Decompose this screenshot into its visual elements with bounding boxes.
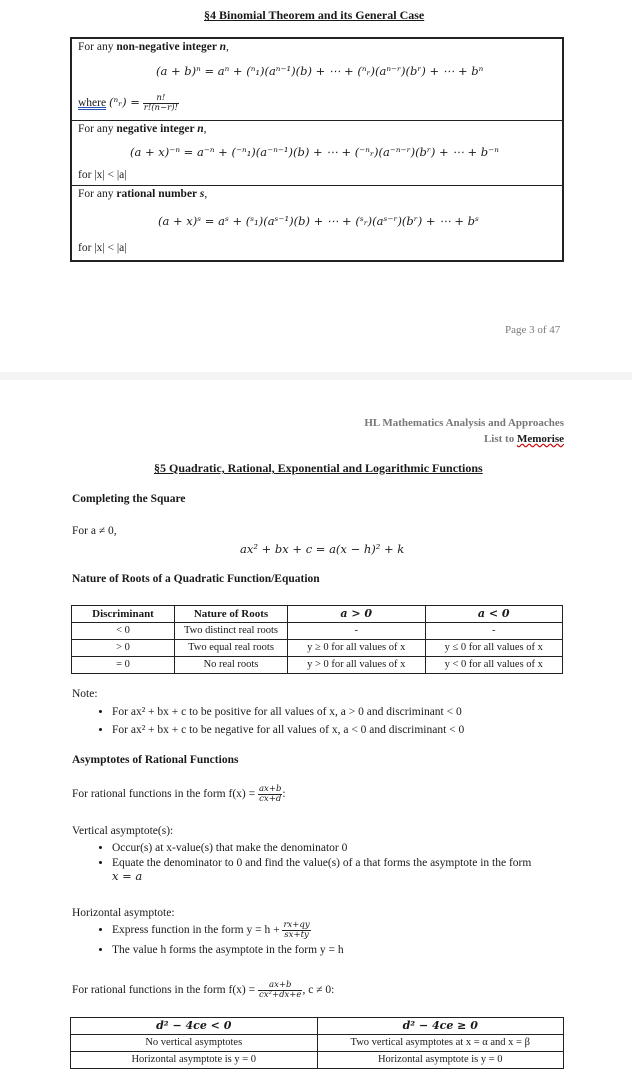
note-label: Note:: [72, 688, 98, 700]
note-list: [92, 706, 464, 742]
table-cell: Two equal real roots: [175, 640, 288, 657]
fraction-numerator: ax+b: [258, 981, 302, 991]
row-intro: For any: [78, 188, 117, 200]
condition-text: for |x| < |a|: [78, 169, 127, 181]
document-page-3: [0, 0, 632, 372]
row-var: n: [219, 41, 227, 53]
row-var: s: [199, 188, 205, 200]
table-cell: Horizontal asymptote is y = 0: [317, 1052, 564, 1069]
condition-a-nonzero: For a ≠ 0,: [72, 525, 117, 537]
table-header-row: [71, 1018, 564, 1035]
fraction-denominator: sx+ty: [284, 930, 309, 940]
running-header: [364, 415, 564, 447]
fraction-numerator: ax+b: [258, 784, 282, 794]
column-header: Nature of Roots: [175, 606, 288, 623]
row-bold: negative integer: [116, 123, 198, 135]
rational-form-2: [72, 981, 334, 1000]
row-bold: non-negative integer: [116, 41, 220, 53]
list-item-text: Equate the denominator to 0 and find the value(s) of a that forms the asymptote in the form: [112, 857, 532, 869]
list-item: • The value h forms the asymptote in the form y = h: [112, 944, 344, 956]
heading-completing-square: Completing the Square: [72, 493, 186, 505]
binomial-row-rational: [72, 186, 562, 262]
list-item: • Occur(s) at x-value(s) that make the denominator 0: [112, 842, 582, 854]
where-line: [78, 94, 179, 113]
list-item: [112, 921, 344, 940]
roots-table: [71, 605, 563, 674]
negative-binomial-formula: (a + x)⁻ⁿ = a⁻ⁿ + (⁻ⁿ₁)(a⁻ⁿ⁻¹)(b) + ⋯ + (⁻ⁿᵣ)(a⁻ⁿ⁻ʳ)(bʳ) + ⋯ + b⁻ⁿ: [130, 145, 499, 159]
fraction-numerator: n!: [143, 94, 179, 104]
list-item: • For ax² + bx + c to be negative for all values of x, a < 0 and discriminant < 0: [112, 724, 464, 736]
table-cell: = 0: [72, 657, 175, 674]
form-end: , c ≠ 0:: [302, 984, 335, 997]
header-line-1: HL Mathematics Analysis and Approaches: [364, 417, 564, 429]
heading-nature-of-roots: Nature of Roots of a Quadratic Function/Equation: [72, 573, 320, 585]
header-text: List to: [483, 433, 517, 445]
vertical-asymptote-label: Vertical asymptote(s):: [72, 825, 174, 837]
row-heading: [78, 188, 207, 200]
column-header: Discriminant: [72, 606, 175, 623]
row-after: ,: [226, 41, 229, 53]
table-cell: Two distinct real roots: [175, 623, 288, 640]
column-header: d² − 4ce ≥ 0: [317, 1018, 564, 1035]
table-cell: < 0: [72, 623, 175, 640]
asymptote-table: [70, 1017, 564, 1069]
list-item-text: Express function in the form y = h +: [112, 924, 280, 937]
table-cell: y ≥ 0 for all values of x: [288, 640, 426, 657]
form-text: For rational functions in the form f(x) =: [72, 984, 256, 997]
table-header-row: [72, 606, 563, 623]
table-cell: No real roots: [175, 657, 288, 674]
table-cell: y ≤ 0 for all values of x: [425, 640, 563, 657]
list-item-continuation: x = a: [112, 869, 143, 883]
document-page-4: [0, 380, 632, 1080]
row-after: ,: [204, 188, 208, 200]
table-cell: -: [288, 623, 426, 640]
horizontal-asymptote-label: Horizontal asymptote:: [72, 907, 175, 919]
list-item: • For ax² + bx + c to be positive for all values of x, a > 0 and discriminant < 0: [112, 706, 464, 718]
fraction-denominator: cx+d: [259, 794, 282, 804]
binomial-row-nonnegative: [72, 39, 562, 121]
section-title-binomial: §4 Binomial Theorem and its General Case: [204, 8, 425, 22]
row-bold: rational number: [116, 188, 200, 200]
row-intro: For any: [78, 123, 117, 135]
table-cell: y < 0 for all values of x: [425, 657, 563, 674]
header-line-2: [364, 431, 564, 447]
binomial-formula: (a + b)ⁿ = aⁿ + (ⁿ₁)(aⁿ⁻¹)(b) + ⋯ + (ⁿᵣ)(aⁿ⁻ʳ)(bʳ) + ⋯ + bⁿ: [156, 64, 484, 78]
table-row: [72, 640, 563, 657]
condition-text: for |x| < |a|: [78, 242, 127, 254]
rational-binomial-formula: (a + x)ˢ = aˢ + (ˢ₁)(aˢ⁻¹)(b) + ⋯ + (ˢᵣ)(aˢ⁻ʳ)(bʳ) + ⋯ + bˢ: [158, 214, 479, 228]
form-fraction: [258, 981, 302, 1000]
fraction-denominator: r!(n−r)!: [143, 103, 178, 113]
column-header: a < 0: [425, 606, 563, 623]
list-item: [112, 857, 582, 883]
column-header: d² − 4ce < 0: [71, 1018, 318, 1035]
binomial-row-negative: [72, 121, 562, 186]
form-text: For rational functions in the form f(x) =: [72, 788, 256, 801]
completing-square-formula: ax² + bx + c = a(x − h)² + k: [240, 542, 405, 556]
vertical-asymptote-list: [92, 842, 582, 883]
row-heading: [78, 123, 207, 135]
where-formula: (ⁿᵣ) =: [108, 95, 140, 110]
form-end: :: [282, 788, 286, 801]
page-number: Page 3 of 47: [505, 324, 561, 336]
table-row: [72, 657, 563, 674]
table-row: [71, 1035, 564, 1052]
table-cell: y > 0 for all values of x: [288, 657, 426, 674]
where-fraction: [143, 94, 179, 113]
row-heading: [78, 41, 229, 53]
table-cell: -: [425, 623, 563, 640]
row-var: n: [197, 123, 204, 135]
table-cell: Two vertical asymptotes at x = α and x = β: [317, 1035, 564, 1052]
header-link[interactable]: Memorise: [516, 433, 564, 445]
rational-form-1: [72, 785, 286, 804]
binomial-box: [70, 37, 564, 262]
section-title-quadratic: §5 Quadratic, Rational, Exponential and Logarithmic Functions: [154, 461, 483, 475]
horizontal-asymptote-list: [92, 921, 344, 962]
row-intro: For any: [78, 41, 117, 53]
column-header: a > 0: [288, 606, 426, 623]
fraction-denominator: cx²+dx+e: [258, 990, 302, 1000]
table-row: [71, 1052, 564, 1069]
table-cell: > 0: [72, 640, 175, 657]
table-cell: No vertical asymptotes: [71, 1035, 318, 1052]
row-after: ,: [203, 123, 207, 135]
form-fraction: [258, 785, 282, 804]
where-label: where: [78, 97, 107, 110]
fraction-numerator: rx+qy: [283, 920, 310, 930]
table-row: [72, 623, 563, 640]
table-cell: Horizontal asymptote is y = 0: [71, 1052, 318, 1069]
form-fraction: [282, 921, 310, 940]
heading-asymptotes: Asymptotes of Rational Functions: [72, 754, 239, 766]
